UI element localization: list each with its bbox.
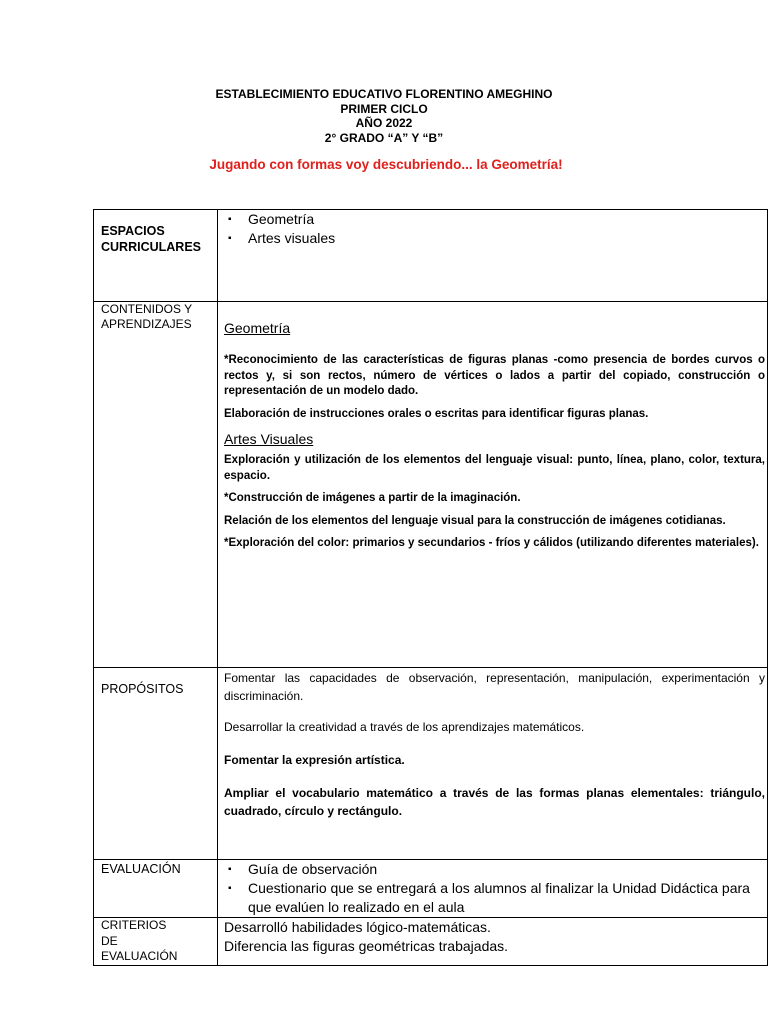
row-espacios [94, 210, 768, 302]
art-paragraph-4: *Exploración del color: primarios y secundarios - fríos y cálidos (utilizando diferentes materiales). [224, 537, 759, 549]
label-espacios-1: ESPACIOS [101, 224, 165, 238]
square-bullet-icon: ▪ [228, 214, 232, 225]
proposito-2: Desarrollar la creatividad a través de los aprendizajes matemáticos. [224, 720, 585, 734]
content-cell-contenidos [218, 302, 768, 668]
row-contenidos [94, 302, 768, 668]
year: AÑO 2022 [355, 116, 413, 130]
art-paragraph-2: *Construcción de imágenes a partir de la imaginación. [224, 492, 521, 504]
proposito-1: Fomentar las capacidades de observación, representación, manipulación, experimentación y discriminación. [224, 671, 765, 703]
criterio-2: Diferencia las figuras geométricas trabajadas. [224, 938, 509, 954]
grade: 2° GRADO “A” Y “B” [324, 130, 444, 145]
list-item: ▪ Cuestionario que se entregará a los alumnos al finalizar la Unidad Didáctica para que evalúen lo realizado en el aula [228, 880, 750, 915]
label-cell-espacios [94, 210, 218, 302]
row-propositos [94, 668, 768, 860]
document-subtitle: Jugando con formas voy descubriendo... la Geometría! [209, 157, 563, 172]
geo-paragraph-1: *Reconocimiento de las características de figuras planas -como presencia de bordes curvos o rectos y, si son rectos, número de vértices o lados a partir del copiado, construcción o representación de un modelo dado. [224, 354, 765, 397]
list-item: ▪ Geometría [228, 211, 315, 227]
content-cell-propositos [218, 668, 768, 860]
proposito-3: Fomentar la expresión artística. [224, 753, 405, 767]
label-cell-criterios [94, 918, 218, 966]
evaluacion-list [224, 860, 765, 917]
label-criterios-3: EVALUACIÓN [101, 949, 178, 963]
label-cell-propositos [94, 668, 218, 860]
content-cell-evaluacion [218, 860, 768, 918]
label-contenidos-1: CONTENIDOS Y [101, 302, 193, 316]
row-criterios [94, 918, 768, 966]
proposito-4: Ampliar el vocabulario matemático a través de las formas planas elementales: triángulo, cuadrado, círculo y rectángulo. [224, 786, 765, 818]
label-criterios-1: CRITERIOS [101, 918, 167, 932]
planning-table [93, 209, 768, 966]
list-item: ▪ Guía de observación [228, 861, 378, 877]
square-bullet-icon: ▪ [228, 233, 232, 244]
label-evaluacion: EVALUACIÓN [101, 862, 181, 876]
art-paragraph-1: Exploración y utilización de los elementos del lenguaje visual: punto, línea, plano, color, textura, espacio. [224, 454, 765, 482]
square-bullet-icon: ▪ [228, 864, 232, 875]
cycle: PRIMER CICLO [340, 101, 428, 116]
criterio-1: Desarrolló habilidades lógico-matemáticas. [224, 919, 491, 935]
espacios-list [224, 210, 767, 248]
label-criterios-2: DE [101, 933, 118, 948]
label-cell-evaluacion [94, 860, 218, 918]
list-item: ▪ Artes visuales [228, 230, 336, 246]
label-espacios-2: CURRICULARES [101, 240, 201, 254]
label-cell-contenidos [94, 302, 218, 668]
document-header [0, 87, 768, 145]
heading-geometria: Geometría [224, 320, 291, 336]
row-evaluacion [94, 860, 768, 918]
content-cell-espacios [218, 210, 768, 302]
heading-artes-visuales: Artes Visuales [224, 431, 314, 447]
school-name: ESTABLECIMIENTO EDUCATIVO FLORENTINO AMEGHINO [215, 87, 553, 101]
content-cell-criterios [218, 918, 768, 966]
geo-paragraph-2: Elaboración de instrucciones orales o escritas para identificar figuras planas. [224, 407, 649, 420]
square-bullet-icon: ▪ [228, 883, 232, 894]
label-propositos: PROPÓSITOS [101, 682, 184, 696]
label-contenidos-2: APRENDIZAJES [101, 317, 192, 331]
art-paragraph-3: Relación de los elementos del lenguaje visual para la construcción de imágenes cotidianas. [224, 514, 726, 527]
